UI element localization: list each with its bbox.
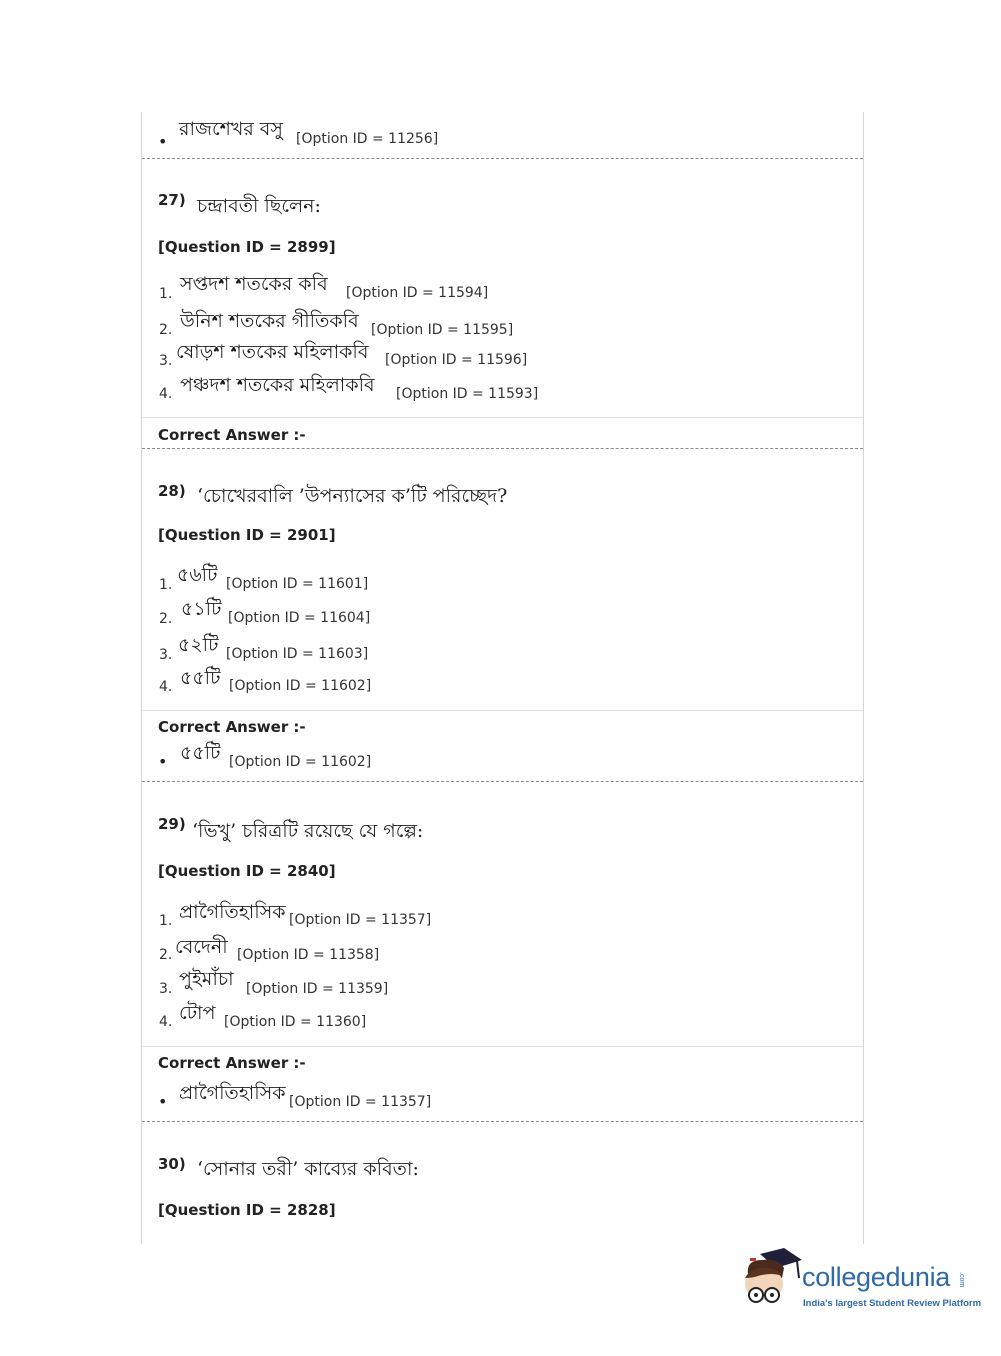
- option-id: [Option ID = 11595]: [371, 322, 514, 338]
- option-number: 4.: [159, 1014, 173, 1030]
- correct-answer-label: Correct Answer :-: [158, 426, 306, 444]
- question-separator: [142, 448, 863, 449]
- option-number: 3.: [159, 647, 173, 663]
- option-id: [Option ID = 11357]: [289, 912, 432, 928]
- question-number: 30): [158, 1155, 186, 1173]
- option-id: [Option ID = 11596]: [385, 352, 528, 368]
- question-text: ‘চোখেরবালি ’উপন্যাসের ক’টি পরিচ্ছেদ?: [197, 485, 508, 507]
- correct-answer-label: Correct Answer :-: [158, 1054, 306, 1072]
- option-text: বেদেনী: [175, 936, 228, 958]
- option-id: [Option ID = 11601]: [226, 576, 369, 592]
- option-number: 3.: [159, 353, 173, 369]
- question-text: চন্দ্রাবতী ছিলেন:: [197, 195, 321, 217]
- option-text: প্রাগৈতিহাসিক: [179, 901, 286, 923]
- option-id: [Option ID = 11603]: [226, 646, 369, 662]
- question-separator: [142, 1121, 863, 1122]
- question-id: [Question ID = 2901]: [158, 526, 336, 544]
- option-text: ৫৬টি: [177, 564, 218, 586]
- question-separator: [142, 781, 863, 782]
- question-text: ‘সোনার তরী’ কাব্যের কবিতা:: [197, 1158, 419, 1180]
- answer-text: ৫৫টি: [180, 742, 221, 764]
- question-number: 27): [158, 191, 186, 209]
- option-id: [Option ID = 11604]: [228, 610, 371, 626]
- option-text: সপ্তদশ শতকের কবি: [180, 273, 328, 295]
- option-text: ৫৫টি: [180, 667, 221, 689]
- answer-bullet: •: [158, 752, 168, 771]
- correct-answer-label: Correct Answer :-: [158, 718, 306, 736]
- question-paper-page: [141, 112, 864, 1244]
- student-mascot-icon: [742, 1248, 804, 1318]
- answer-bullet: •: [158, 132, 168, 151]
- question-id: [Question ID = 2899]: [158, 238, 336, 256]
- question-number: 28): [158, 482, 186, 500]
- option-text: উনিশ শতকের গীতিকবি: [180, 310, 359, 332]
- option-text: পুইমাঁচা: [179, 968, 234, 990]
- option-id: [Option ID = 11593]: [396, 386, 539, 402]
- option-text: ষোড়শ শতকের মহিলাকবি: [176, 341, 369, 363]
- question-id: [Question ID = 2828]: [158, 1201, 336, 1219]
- prev-answer-text: রাজশেখর বসু: [179, 118, 283, 140]
- question-id: [Question ID = 2840]: [158, 862, 336, 880]
- option-divider: [142, 1046, 863, 1047]
- option-text: টোপ: [179, 1002, 216, 1024]
- answer-text: প্রাগৈতিহাসিক: [179, 1082, 286, 1104]
- option-number: 1.: [159, 577, 173, 593]
- option-id: [Option ID = 11594]: [346, 285, 489, 301]
- answer-option-id: [Option ID = 11357]: [289, 1094, 432, 1110]
- option-text: ৫২টি: [178, 634, 219, 656]
- option-number: 2.: [159, 611, 173, 627]
- option-id: [Option ID = 11602]: [229, 678, 372, 694]
- brand-tagline: India's largest Student Review Platform: [803, 1298, 982, 1309]
- question-separator: [142, 158, 863, 159]
- option-id: [Option ID = 11360]: [224, 1014, 367, 1030]
- option-text: ৫১টি: [181, 598, 222, 620]
- question-number: 29): [158, 815, 186, 833]
- option-number: 3.: [159, 981, 173, 997]
- option-number: 4.: [159, 679, 173, 695]
- option-divider: [142, 417, 863, 418]
- option-number: 4.: [159, 386, 173, 402]
- option-id: [Option ID = 11358]: [237, 947, 380, 963]
- brand-domain: .com: [958, 1272, 965, 1288]
- option-id: [Option ID = 11359]: [246, 981, 389, 997]
- option-number: 1.: [159, 913, 173, 929]
- option-divider: [142, 710, 863, 711]
- option-number: 2.: [159, 947, 173, 963]
- prev-answer-option-id: [Option ID = 11256]: [296, 131, 439, 147]
- option-number: 1.: [159, 286, 173, 302]
- question-text: ‘ভিখু’ চরিত্রটি রয়েছে যে গল্পে:: [192, 820, 424, 842]
- answer-option-id: [Option ID = 11602]: [229, 754, 372, 770]
- option-text: পঞ্চদশ শতকের মহিলাকবি: [180, 374, 375, 396]
- brand-name: collegedunia: [802, 1262, 951, 1292]
- answer-bullet: •: [158, 1092, 168, 1111]
- option-number: 2.: [159, 322, 173, 338]
